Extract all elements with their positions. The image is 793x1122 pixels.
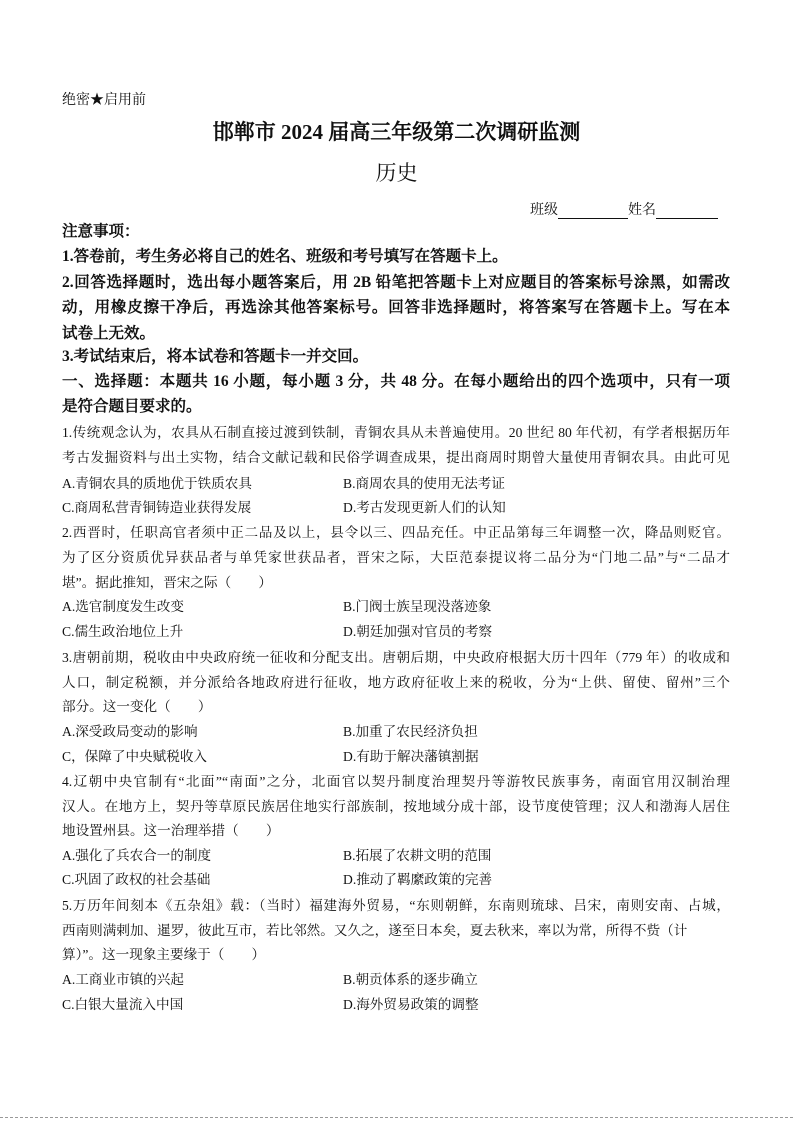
question-stem-line: 4.辽朝中央官制有“北面”“南面”之分，北面官以契丹制度治理契丹等游牧民族事务，南面官用汉制治理 (62, 774, 730, 789)
class-label: 班级 (530, 203, 558, 218)
question-stem-line: 人口，制定税额，并分派给各地政府进行征收，地方政府征收上来的税收，分为“上供、留使、留州”三个 (62, 675, 730, 690)
option-b[interactable]: B.商周农具的使用无法考证 (343, 476, 505, 491)
question-stem-line: 2.西晋时，任职高官者须中正二品及以上，县令以三、四品充任。中正品第每三年调整一次，降品则贬官。 (62, 525, 730, 540)
question-stem-line: 考古发掘资料与出土实物，结合文献记载和民俗学调查成果，提出商周时期曾大量使用青铜农具。由此可见 (62, 450, 730, 465)
option-c[interactable]: C.巩固了政权的社会基础 (62, 872, 211, 887)
option-b[interactable]: B.朝贡体系的逐步确立 (343, 972, 478, 987)
question-stem-line: 汉人。在地方上，契丹等草原民族居住地实行部族制，按地域分成十部，设节度使管理；汉人和渤海人居住 (62, 799, 730, 814)
confidential-label: 绝密★启用前 (62, 93, 146, 108)
notice-heading: 注意事项： (62, 223, 140, 240)
section-heading-line: 一、选择题：本题共 16 小题，每小题 3 分，共 48 分。在每小题给出的四个选项中，只有一项 (62, 373, 730, 390)
option-b[interactable]: B.加重了农民经济负担 (343, 724, 478, 739)
option-b[interactable]: B.门阀士族呈现没落迹象 (343, 599, 492, 614)
question-stem-line: 3.唐朝前期，税收由中央政府统一征收和分配支出。唐朝后期，中央政府根据大历十四年（779 年）的收成和 (62, 650, 730, 665)
question-stem-line: 西南则满剌加、暹罗，彼此互市，若比邻然。又久之，遂至日本矣，夏去秋来，率以为常，所得不赀（计 (62, 923, 688, 938)
question-stem-line: 部分。这一变化（ ） (62, 699, 212, 714)
class-name-fields (530, 199, 718, 219)
option-d[interactable]: D.朝廷加强对官员的考察 (343, 624, 493, 639)
option-d[interactable]: D.有助于解决藩镇割据 (343, 749, 479, 764)
option-a[interactable]: A.深受政局变动的影响 (62, 724, 198, 739)
notice-item-3: 3.考试结束后，将本试卷和答题卡一并交回。 (62, 348, 369, 365)
question-stem-line: 地设置州县。这一治理举措（ ） (62, 823, 280, 838)
question-stem-line: 算）”。这一现象主要缘于（ ） (62, 947, 266, 962)
question-stem-line: 5.万历年间刻本《五杂俎》载：（当时）福建海外贸易，“东则朝鲜，东南则琉球、吕宋，南则安南、占城， (62, 898, 730, 913)
notice-item-2-line: 试卷上无效。 (62, 325, 156, 342)
option-a[interactable]: A.青铜农具的质地优于铁质农具 (62, 476, 252, 491)
class-blank (558, 204, 628, 219)
option-a[interactable]: A.强化了兵农合一的制度 (62, 848, 212, 863)
option-d[interactable]: D.海外贸易政策的调整 (343, 997, 479, 1012)
option-d[interactable]: D.考古发现更新人们的认知 (343, 500, 506, 515)
section-heading-line: 是符合题目要求的。 (62, 398, 202, 415)
notice-item-2-line: 2.回答选择题时，选出每小题答案后，用 2B 铅笔把答题卡上对应题目的答案标号涂黑，如需改 (62, 274, 730, 291)
exam-subject: 历史 (375, 161, 418, 185)
option-d[interactable]: D.推动了羁縻政策的完善 (343, 872, 493, 887)
exam-title: 邯郸市 2024 届高三年级第二次调研监测 (212, 120, 581, 144)
option-b[interactable]: B.拓展了农耕文明的范围 (343, 848, 492, 863)
option-a[interactable]: A.工商业市镇的兴起 (62, 972, 184, 987)
name-blank (656, 204, 718, 219)
notice-item-2-line: 动，用橡皮擦干净后，再选涂其他答案标号。回答非选择题时，将答案写在答题卡上。写在本 (62, 299, 730, 316)
option-c[interactable]: C，保障了中央赋税收入 (62, 749, 208, 764)
option-c[interactable]: C.商周私营青铜铸造业获得发展 (62, 500, 252, 515)
name-label: 姓名 (628, 203, 656, 218)
option-c[interactable]: C.儒生政治地位上升 (62, 624, 184, 639)
option-a[interactable]: A.选官制度发生改变 (62, 599, 184, 614)
option-c[interactable]: C.白银大量流入中国 (62, 997, 184, 1012)
question-stem-line: 1.传统观念认为，农具从石制直接过渡到铁制，青铜农具从未普遍使用。20 世纪 80 年代初，有学者根据历年 (62, 425, 730, 440)
notice-item-1: 1.答卷前，考生务必将自己的姓名、班级和考号填写在答题卡上。 (62, 248, 508, 265)
question-stem-line: 为了区分资质优异获品者与单凭家世获品者，晋宋之际，大臣范泰提议将二品分为“门地二品”与“二品才 (62, 550, 730, 565)
page-bottom-divider (0, 1117, 793, 1118)
question-stem-line: 堪”。据此推知，晋宋之际（ ） (62, 575, 272, 590)
